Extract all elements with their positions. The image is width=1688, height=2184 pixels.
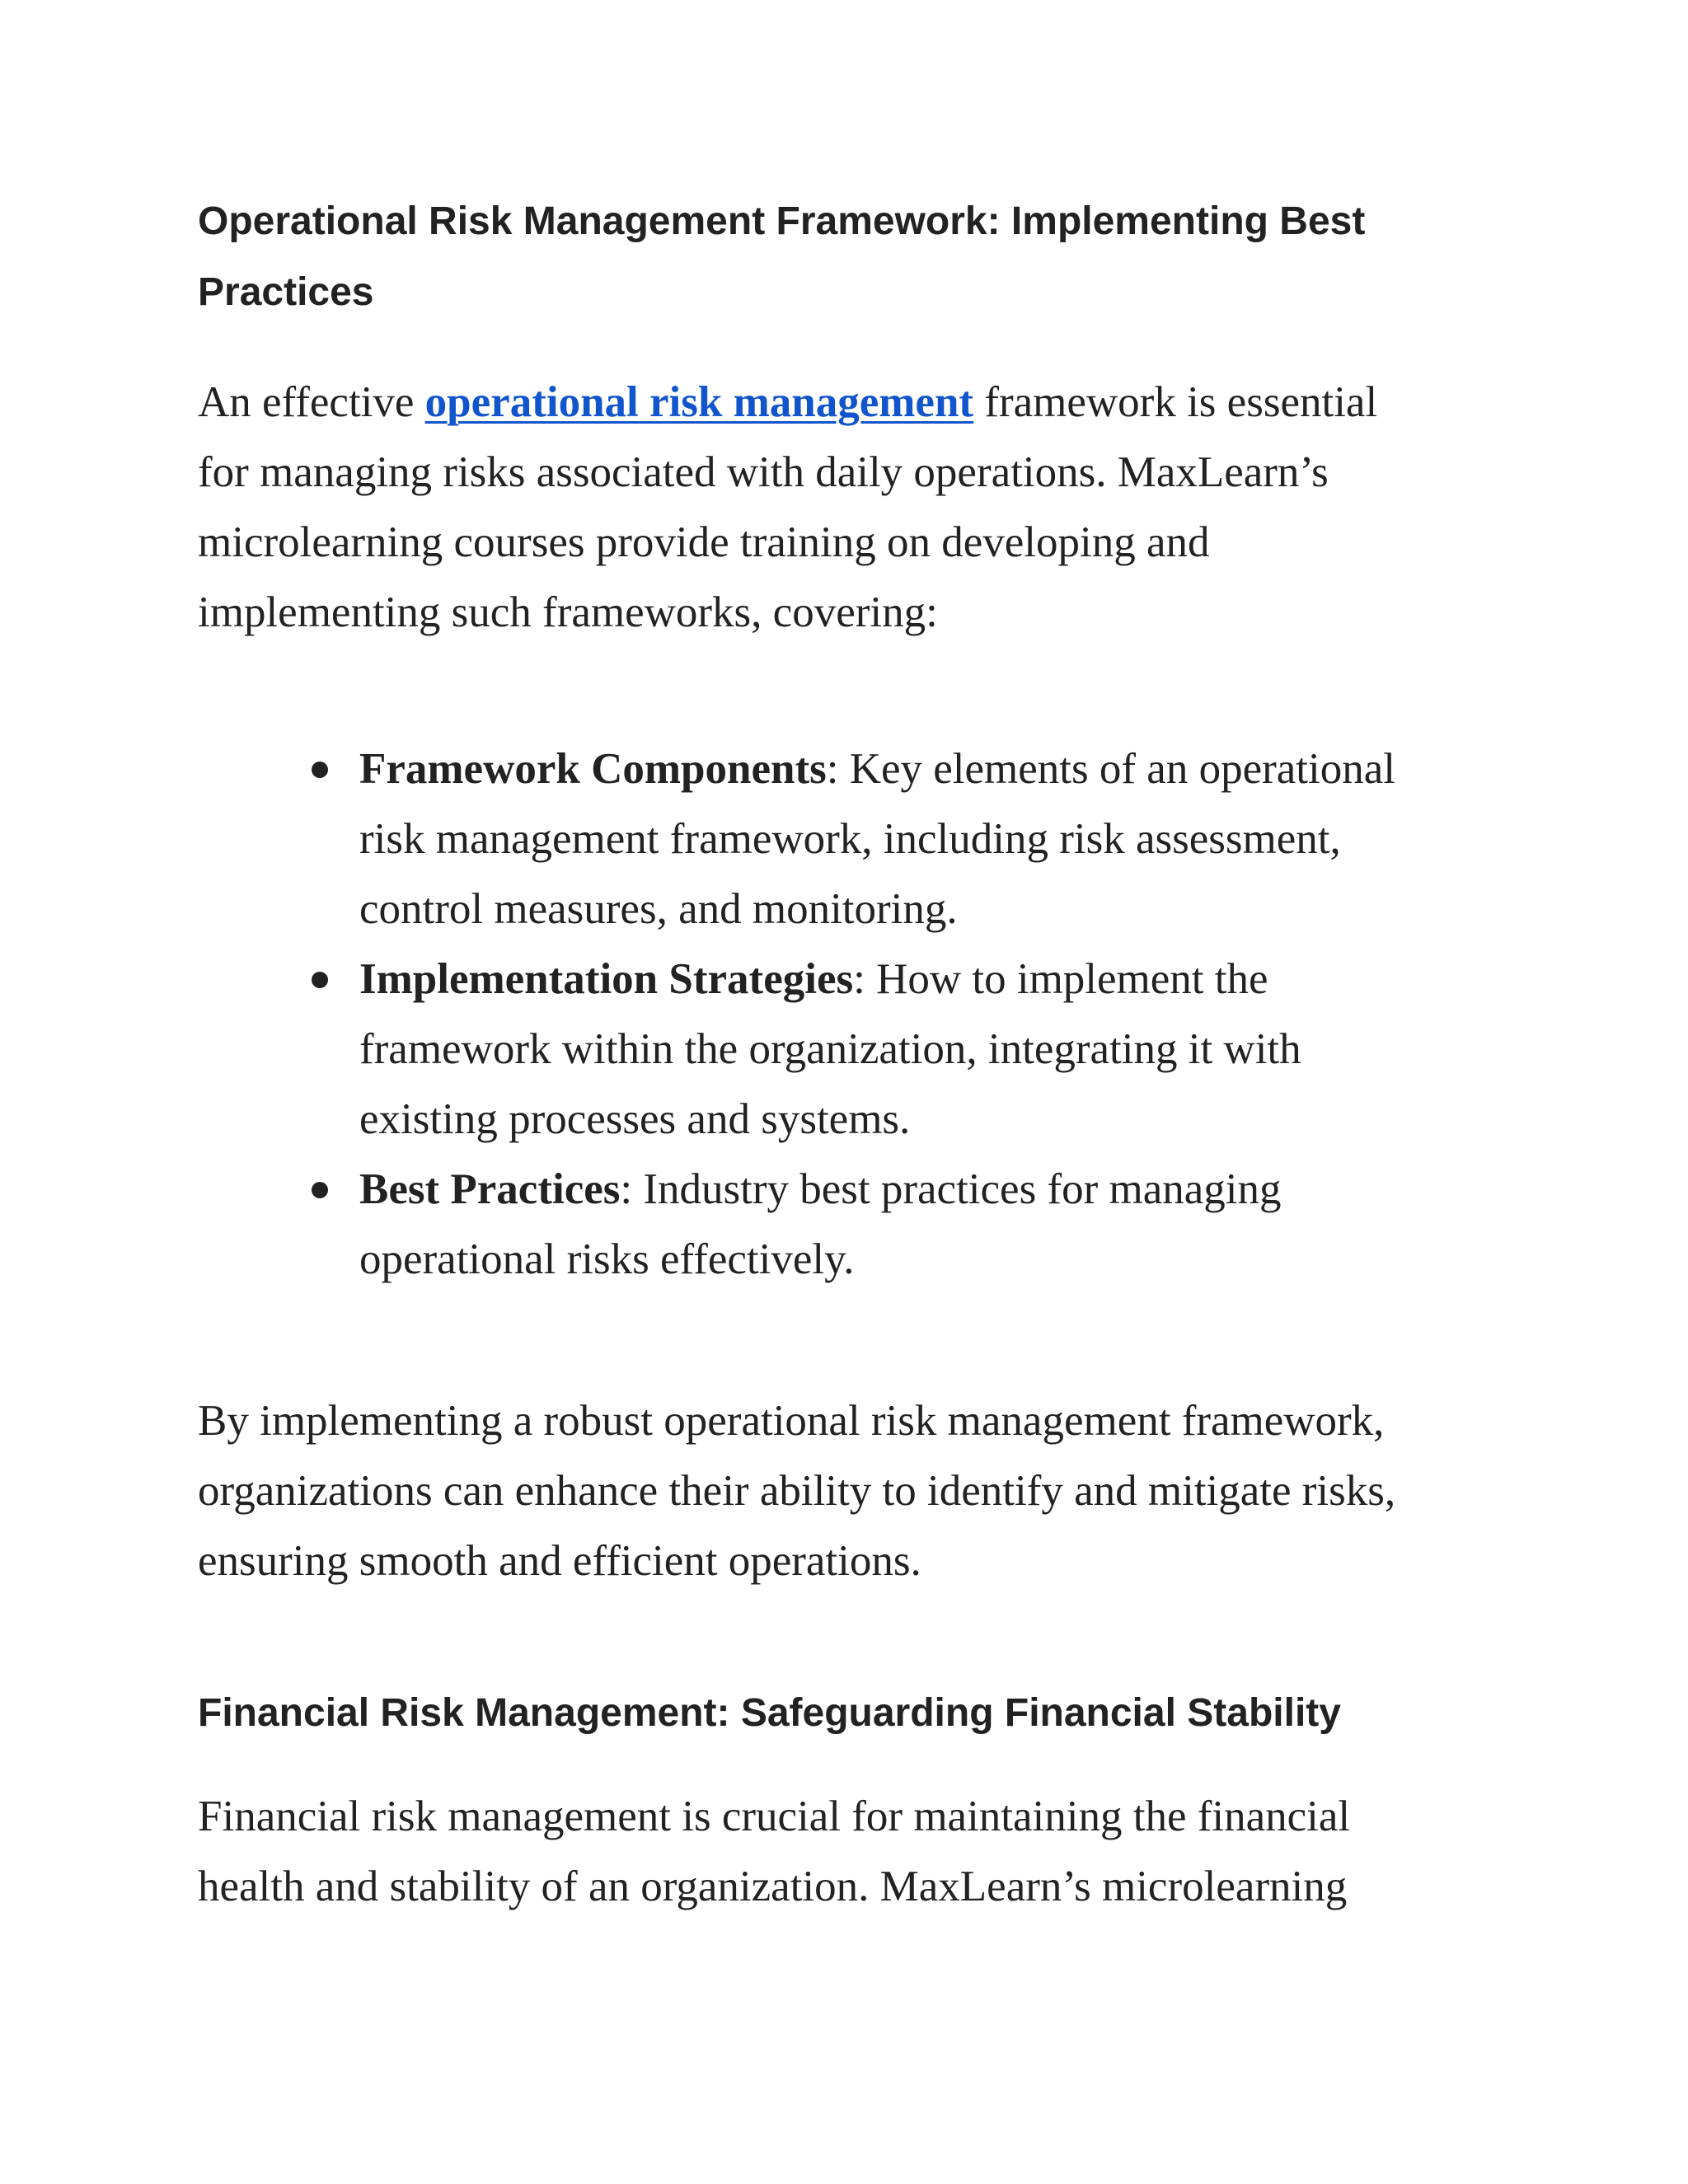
list-item-title: Best Practices — [359, 1165, 621, 1213]
bullet-icon — [312, 762, 328, 778]
heading-line: Practices — [198, 270, 374, 314]
intro-text: for managing risks associated with daily operations. MaxLearn’s — [198, 448, 1329, 496]
bullet-icon — [312, 972, 328, 988]
operational-risk-management-link[interactable]: operational risk management — [424, 378, 974, 426]
list-item — [198, 734, 1517, 944]
framework-bullet-list — [198, 734, 1517, 1295]
list-item-text: : Industry best practices for managing — [620, 1165, 1282, 1213]
conclusion-text: organizations can enhance their ability to identify and mitigate risks, — [198, 1467, 1396, 1515]
list-item-title: Implementation Strategies — [359, 955, 854, 1003]
list-item — [198, 1155, 1517, 1295]
heading-line: Operational Risk Management Framework: Implementing Best — [198, 199, 1366, 243]
conclusion-paragraph — [198, 1386, 1517, 1596]
list-item-text: control measures, and monitoring. — [359, 885, 958, 933]
financial-intro-text: health and stability of an organization. MaxLearn’s microlearning — [198, 1863, 1348, 1910]
section-heading-operational-framework — [198, 186, 1484, 328]
intro-text: microlearning courses provide training on developing and — [198, 518, 1210, 566]
list-item-text: operational risks effectively. — [359, 1235, 855, 1283]
financial-intro-paragraph — [198, 1782, 1517, 1922]
list-item-text: existing processes and systems. — [359, 1095, 911, 1143]
conclusion-text: ensuring smooth and efficient operations. — [198, 1537, 921, 1585]
list-item-text: framework within the organization, integrating it with — [359, 1025, 1301, 1073]
financial-intro-text: Financial risk management is crucial for maintaining the financial — [198, 1793, 1351, 1840]
bullet-icon — [312, 1182, 328, 1198]
list-item-text: : How to implement the — [853, 955, 1268, 1003]
list-item-title: Framework Components — [359, 745, 827, 793]
conclusion-text: By implementing a robust operational risk management framework, — [198, 1397, 1385, 1445]
list-item — [198, 944, 1517, 1155]
list-item-text: risk management framework, including risk assessment, — [359, 815, 1341, 863]
intro-paragraph — [198, 368, 1517, 648]
intro-text: framework is essential — [973, 378, 1378, 426]
list-item-text: : Key elements of an operational — [826, 745, 1395, 793]
intro-text: implementing such frameworks, covering: — [198, 588, 938, 636]
intro-text: An effective — [198, 378, 425, 426]
section-heading-financial-risk: Financial Risk Management: Safeguarding Financial Stability — [198, 1691, 1341, 1735]
